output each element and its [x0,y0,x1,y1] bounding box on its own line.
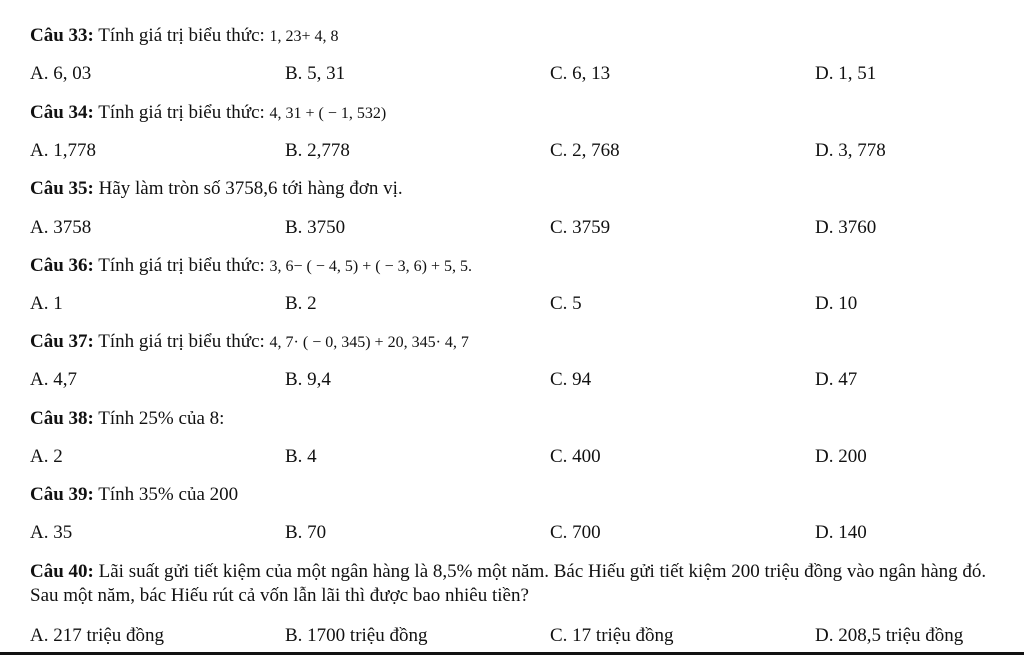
option-c: C. 5 [550,293,582,314]
option-d: D. 3, 778 [815,140,886,161]
question-36 [30,254,1015,279]
options-35 [30,216,1015,240]
question-text: Tính giá trị biểu thức: [98,102,270,123]
question-number: Câu 38: [30,408,94,429]
option-a: A. 1 [30,293,63,314]
option-b: B. 4 [285,446,317,467]
question-number: Câu 40: [30,561,94,582]
question-37 [30,330,1015,355]
option-b: B. 2,778 [285,140,350,161]
question-text: Tính giá trị biểu thức: [98,25,270,46]
option-d: D. 10 [815,293,858,314]
option-c: C. 94 [550,369,592,390]
question-text: Lãi suất gửi tiết kiệm của một ngân hàng là 8,5% một năm. Bác Hiếu gửi tiết kiệm 200 triệu đồng vào ngân hàng đó. Sau một năm, bác Hiếu rút cả vốn lẫn lãi thì được bao nhiêu tiền? [30,561,987,606]
options-38 [30,445,1015,469]
option-b: B. 70 [285,522,327,543]
option-b: B. 9,4 [285,369,331,390]
option-c: C. 3759 [550,217,611,238]
question-number: Câu 33: [30,25,94,46]
option-a: A. 2 [30,446,63,467]
math-expression: 4, 31 + ( − 1, 532) [269,105,387,122]
option-c: C. 17 triệu đồng [550,625,674,646]
option-c: C. 6, 13 [550,63,611,84]
options-39 [30,521,1015,545]
question-number: Câu 34: [30,102,94,123]
math-expression: 4, 7· ( − 0, 345) + 20, 345· 4, 7 [269,334,469,351]
options-34 [30,139,1015,163]
question-35 [30,177,1015,201]
option-a: A. 4,7 [30,369,77,390]
question-text: Tính giá trị biểu thức: [98,331,270,352]
options-36 [30,292,1015,316]
option-d: D. 208,5 triệu đồng [815,625,964,646]
question-number: Câu 37: [30,331,94,352]
math-expression: 1, 23+ 4, 8 [269,28,339,45]
option-a: A. 6, 03 [30,63,92,84]
option-b: B. 1700 triệu đồng [285,625,428,646]
question-40 [30,560,1015,608]
question-text: Tính giá trị biểu thức: [98,255,270,276]
question-number: Câu 35: [30,178,94,199]
question-text: Tính 25% của 8: [98,408,225,429]
option-d: D. 140 [815,522,867,543]
options-40 [30,624,1015,648]
option-d: D. 1, 51 [815,63,877,84]
question-text: Tính 35% của 200 [98,484,239,505]
option-a: A. 1,778 [30,140,96,161]
question-33 [30,24,1015,49]
option-c: C. 700 [550,522,601,543]
question-38 [30,407,1015,431]
options-37 [30,368,1015,392]
math-expression: 3, 6− ( − 4, 5) + ( − 3, 6) + 5, 5. [269,258,472,275]
option-c: C. 400 [550,446,601,467]
option-a: A. 217 triệu đồng [30,625,165,646]
option-d: D. 47 [815,369,858,390]
option-b: B. 5, 31 [285,63,346,84]
question-39 [30,483,1015,507]
option-d: D. 200 [815,446,867,467]
question-number: Câu 39: [30,484,94,505]
question-text: Hãy làm tròn số 3758,6 tới hàng đơn vị. [98,178,403,199]
option-a: A. 3758 [30,217,92,238]
option-d: D. 3760 [815,217,877,238]
question-34 [30,101,1015,126]
option-b: B. 3750 [285,217,346,238]
option-a: A. 35 [30,522,73,543]
option-b: B. 2 [285,293,317,314]
question-number: Câu 36: [30,255,94,276]
options-33 [30,62,1015,86]
option-c: C. 2, 768 [550,140,620,161]
